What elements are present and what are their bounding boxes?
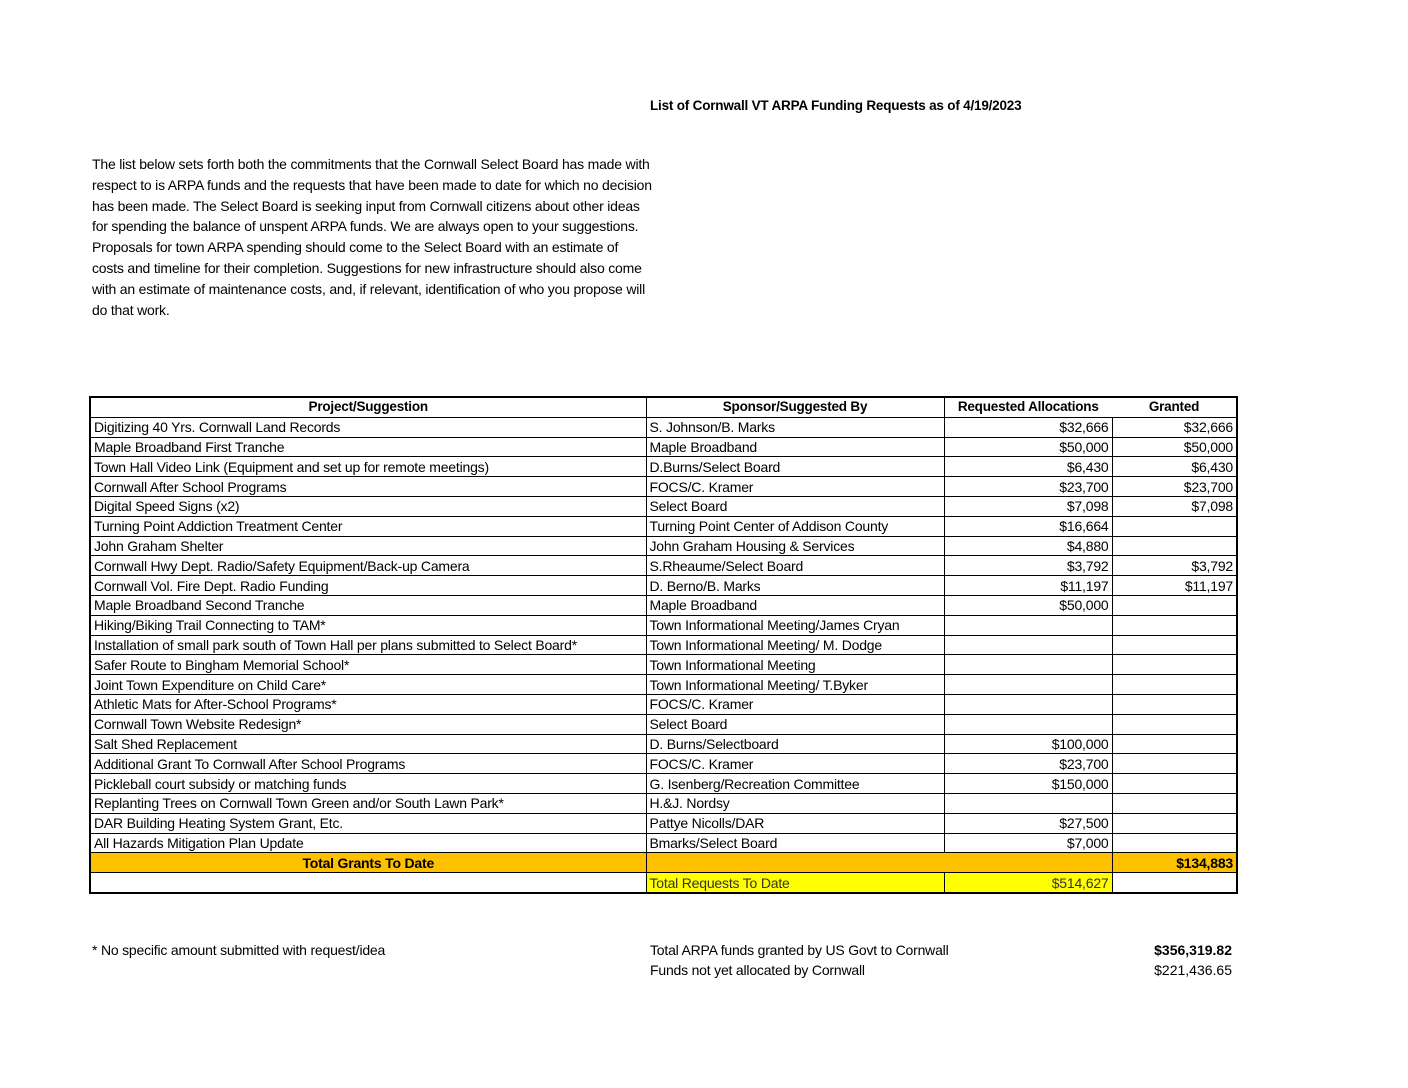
cell-requested bbox=[944, 675, 1112, 695]
cell-project: Cornwall After School Programs bbox=[90, 477, 646, 497]
cell-granted: $11,197 bbox=[1112, 576, 1237, 596]
table-row bbox=[90, 576, 1237, 596]
table-row bbox=[90, 754, 1237, 774]
cell-granted: $32,666 bbox=[1112, 417, 1237, 437]
total-grants-spacer bbox=[646, 853, 1112, 873]
cell-requested: $150,000 bbox=[944, 774, 1112, 794]
cell-project: Cornwall Hwy Dept. Radio/Safety Equipment/Back-up Camera bbox=[90, 556, 646, 576]
cell-granted bbox=[1112, 516, 1237, 536]
cell-project: John Graham Shelter bbox=[90, 536, 646, 556]
cell-sponsor: D. Berno/B. Marks bbox=[646, 576, 944, 596]
cell-sponsor: Town Informational Meeting/ M. Dodge bbox=[646, 635, 944, 655]
cell-requested bbox=[944, 793, 1112, 813]
funding-requests-table bbox=[89, 396, 1238, 894]
cell-project: Athletic Mats for After-School Programs* bbox=[90, 694, 646, 714]
cell-sponsor: Maple Broadband bbox=[646, 437, 944, 457]
cell-requested bbox=[944, 714, 1112, 734]
table-row bbox=[90, 556, 1237, 576]
table-row bbox=[90, 734, 1237, 754]
cell-project: Hiking/Biking Trail Connecting to TAM* bbox=[90, 615, 646, 635]
cell-sponsor: John Graham Housing & Services bbox=[646, 536, 944, 556]
table-row bbox=[90, 793, 1237, 813]
total-requests-value: $514,627 bbox=[944, 873, 1112, 893]
table-row bbox=[90, 774, 1237, 794]
cell-requested: $4,880 bbox=[944, 536, 1112, 556]
cell-granted bbox=[1112, 635, 1237, 655]
table-row bbox=[90, 496, 1237, 516]
cell-project: Replanting Trees on Cornwall Town Green and/or South Lawn Park* bbox=[90, 793, 646, 813]
cell-requested: $7,000 bbox=[944, 833, 1112, 853]
cell-sponsor: Maple Broadband bbox=[646, 595, 944, 615]
cell-requested bbox=[944, 615, 1112, 635]
total-grants-label: Total Grants To Date bbox=[90, 853, 646, 873]
cell-granted bbox=[1112, 833, 1237, 853]
cell-sponsor: Pattye Nicolls/DAR bbox=[646, 813, 944, 833]
cell-granted bbox=[1112, 694, 1237, 714]
cell-requested: $16,664 bbox=[944, 516, 1112, 536]
cell-project: All Hazards Mitigation Plan Update bbox=[90, 833, 646, 853]
intro-paragraph: The list below sets forth both the commitments that the Cornwall Select Board has made with respect to is ARPA funds and the requests that have been made to date for which no decision has been made. The Select Board is seeking input from Cornwall citizens about other ideas for spending the balance of unspent ARPA funds. We are always open to your suggestions. Proposals for town ARPA spending should come to the Select Board with an estimate of costs and timeline for their completion. Suggestions for new infrastructure should also come with an estimate of maintenance costs, and, if relevant, identification of who you propose will do that work. bbox=[92, 156, 652, 318]
cell-project: Cornwall Town Website Redesign* bbox=[90, 714, 646, 734]
cell-requested bbox=[944, 635, 1112, 655]
cell-sponsor: Bmarks/Select Board bbox=[646, 833, 944, 853]
cell-requested bbox=[944, 694, 1112, 714]
table-row bbox=[90, 615, 1237, 635]
cell-requested: $3,792 bbox=[944, 556, 1112, 576]
table-row bbox=[90, 516, 1237, 536]
cell-requested: $23,700 bbox=[944, 754, 1112, 774]
total-grants-row bbox=[90, 853, 1237, 873]
cell-project: Salt Shed Replacement bbox=[90, 734, 646, 754]
table-row bbox=[90, 417, 1237, 437]
cell-sponsor: Select Board bbox=[646, 714, 944, 734]
total-requests-label: Total Requests To Date bbox=[646, 873, 944, 893]
cell-sponsor: S.Rheaume/Select Board bbox=[646, 556, 944, 576]
cell-granted bbox=[1112, 813, 1237, 833]
table-row bbox=[90, 655, 1237, 675]
cell-project: Safer Route to Bingham Memorial School* bbox=[90, 655, 646, 675]
cell-requested: $27,500 bbox=[944, 813, 1112, 833]
cell-project: Digital Speed Signs (x2) bbox=[90, 496, 646, 516]
table-row bbox=[90, 833, 1237, 853]
cell-project: Joint Town Expenditure on Child Care* bbox=[90, 675, 646, 695]
table-row bbox=[90, 595, 1237, 615]
cell-granted bbox=[1112, 655, 1237, 675]
cell-requested: $100,000 bbox=[944, 734, 1112, 754]
cell-project: Cornwall Vol. Fire Dept. Radio Funding bbox=[90, 576, 646, 596]
header-sponsor: Sponsor/Suggested By bbox=[646, 397, 944, 417]
cell-sponsor: Select Board bbox=[646, 496, 944, 516]
table-row bbox=[90, 437, 1237, 457]
cell-granted: $7,098 bbox=[1112, 496, 1237, 516]
cell-sponsor: D.Burns/Select Board bbox=[646, 457, 944, 477]
header-granted: Granted bbox=[1112, 397, 1237, 417]
header-requested: Requested Allocations bbox=[944, 397, 1112, 417]
total-grants-value: $134,883 bbox=[1112, 853, 1237, 873]
cell-project: DAR Building Heating System Grant, Etc. bbox=[90, 813, 646, 833]
footnote: * No specific amount submitted with request/idea bbox=[92, 942, 386, 958]
cell-requested: $7,098 bbox=[944, 496, 1112, 516]
total-requests-spacer bbox=[90, 873, 646, 893]
cell-sponsor: Town Informational Meeting bbox=[646, 655, 944, 675]
cell-sponsor: Town Informational Meeting/James Cryan bbox=[646, 615, 944, 635]
cell-project: Digitizing 40 Yrs. Cornwall Land Records bbox=[90, 417, 646, 437]
cell-project: Turning Point Addiction Treatment Center bbox=[90, 516, 646, 536]
table-row bbox=[90, 635, 1237, 655]
cell-project: Maple Broadband First Tranche bbox=[90, 437, 646, 457]
table-row bbox=[90, 813, 1237, 833]
cell-sponsor: FOCS/C. Kramer bbox=[646, 694, 944, 714]
total-requests-empty bbox=[1112, 873, 1237, 893]
total-arpa-granted-value: $356,319.82 bbox=[1154, 942, 1232, 958]
table-row bbox=[90, 536, 1237, 556]
cell-requested: $11,197 bbox=[944, 576, 1112, 596]
page-title: List of Cornwall VT ARPA Funding Requests as of 4/19/2023 bbox=[650, 98, 1022, 113]
total-arpa-granted-label: Total ARPA funds granted by US Govt to Cornwall bbox=[650, 942, 949, 958]
cell-requested: $32,666 bbox=[944, 417, 1112, 437]
cell-sponsor: Turning Point Center of Addison County bbox=[646, 516, 944, 536]
cell-granted bbox=[1112, 793, 1237, 813]
table-header-row bbox=[90, 397, 1237, 417]
cell-granted bbox=[1112, 536, 1237, 556]
cell-sponsor: FOCS/C. Kramer bbox=[646, 754, 944, 774]
table-row bbox=[90, 714, 1237, 734]
cell-requested: $50,000 bbox=[944, 437, 1112, 457]
total-requests-row bbox=[90, 873, 1237, 893]
cell-requested bbox=[944, 655, 1112, 675]
cell-granted bbox=[1112, 595, 1237, 615]
cell-project: Installation of small park south of Town Hall per plans submitted to Select Board* bbox=[90, 635, 646, 655]
cell-granted bbox=[1112, 734, 1237, 754]
cell-project: Additional Grant To Cornwall After School Programs bbox=[90, 754, 646, 774]
table-row bbox=[90, 457, 1237, 477]
cell-granted: $23,700 bbox=[1112, 477, 1237, 497]
cell-sponsor: H.&J. Nordsy bbox=[646, 793, 944, 813]
cell-requested: $50,000 bbox=[944, 595, 1112, 615]
funds-unallocated-label: Funds not yet allocated by Cornwall bbox=[650, 962, 865, 978]
cell-granted bbox=[1112, 714, 1237, 734]
table-row bbox=[90, 694, 1237, 714]
cell-granted: $3,792 bbox=[1112, 556, 1237, 576]
cell-requested: $23,700 bbox=[944, 477, 1112, 497]
cell-granted bbox=[1112, 754, 1237, 774]
header-project: Project/Suggestion bbox=[90, 397, 646, 417]
cell-granted bbox=[1112, 774, 1237, 794]
table-row bbox=[90, 477, 1237, 497]
cell-granted: $6,430 bbox=[1112, 457, 1237, 477]
cell-project: Maple Broadband Second Tranche bbox=[90, 595, 646, 615]
cell-sponsor: G. Isenberg/Recreation Committee bbox=[646, 774, 944, 794]
cell-granted bbox=[1112, 615, 1237, 635]
cell-sponsor: D. Burns/Selectboard bbox=[646, 734, 944, 754]
cell-granted bbox=[1112, 675, 1237, 695]
cell-sponsor: S. Johnson/B. Marks bbox=[646, 417, 944, 437]
cell-project: Town Hall Video Link (Equipment and set up for remote meetings) bbox=[90, 457, 646, 477]
table-row bbox=[90, 675, 1237, 695]
cell-sponsor: FOCS/C. Kramer bbox=[646, 477, 944, 497]
cell-project: Pickleball court subsidy or matching funds bbox=[90, 774, 646, 794]
cell-requested: $6,430 bbox=[944, 457, 1112, 477]
cell-sponsor: Town Informational Meeting/ T.Byker bbox=[646, 675, 944, 695]
funds-unallocated-value: $221,436.65 bbox=[1154, 962, 1232, 978]
cell-granted: $50,000 bbox=[1112, 437, 1237, 457]
